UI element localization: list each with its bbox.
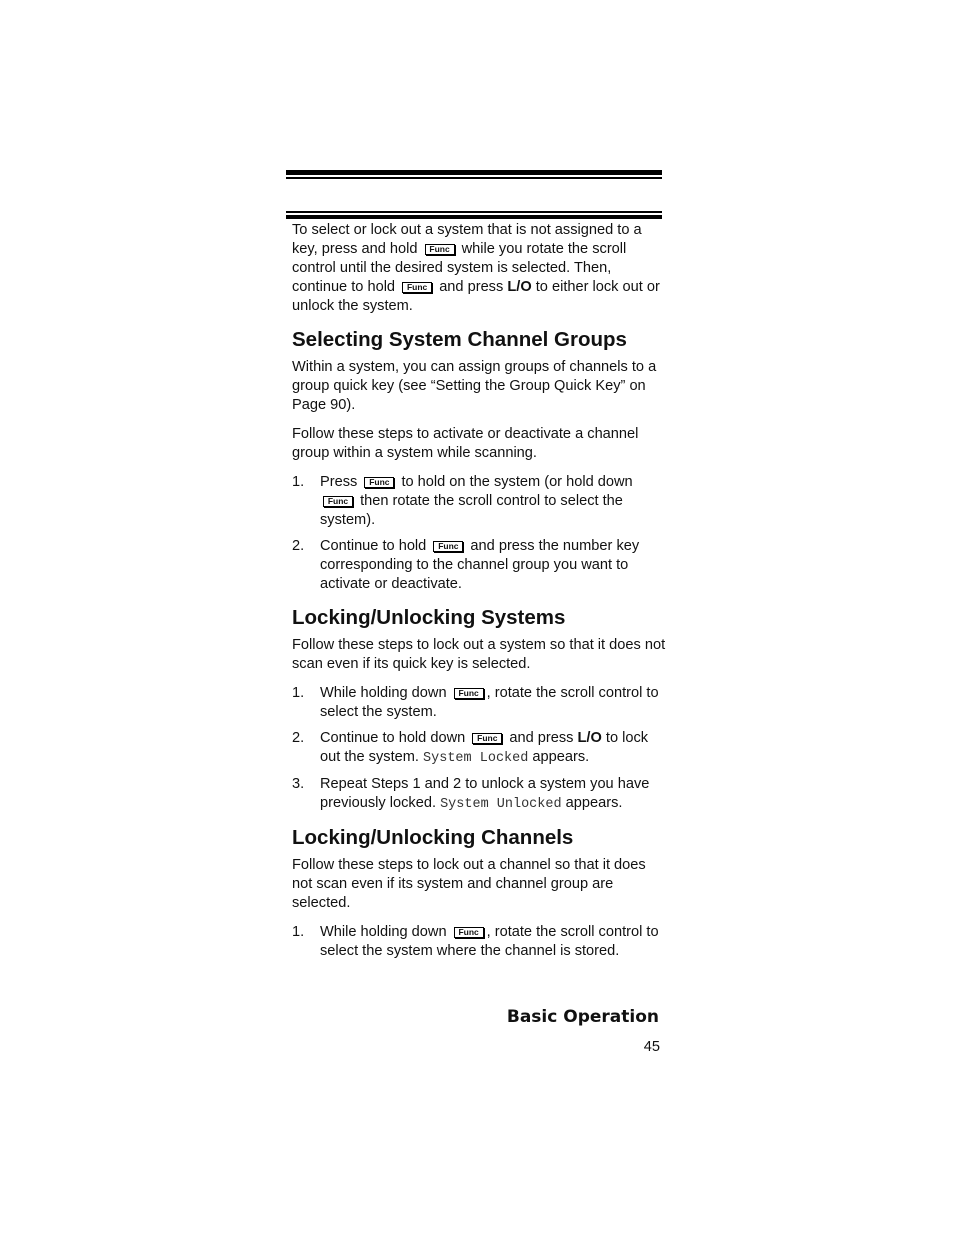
func-key-icon: Func xyxy=(364,477,394,488)
step-text: and press xyxy=(509,730,574,746)
section-heading-channel-groups: Selecting System Channel Groups xyxy=(292,328,627,351)
step-text: Repeat Steps 1 and 2 to unlock a system you have previously locked. xyxy=(320,776,650,811)
step-text: appears. xyxy=(565,795,623,811)
intro-text-3: and press xyxy=(439,279,504,295)
intro-paragraph xyxy=(292,221,666,316)
header-rule-top xyxy=(286,170,662,179)
step-number: 2. xyxy=(292,730,305,746)
steps-list xyxy=(292,923,666,961)
step-number: 1. xyxy=(292,685,305,701)
page-content xyxy=(292,221,666,968)
step-text: to lock out the system. xyxy=(320,730,649,765)
func-key-icon: Func xyxy=(433,541,463,552)
step-text: While holding down xyxy=(320,924,447,940)
step-number: 1. xyxy=(292,474,305,490)
list-item xyxy=(292,537,666,594)
section-footer-title: Basic Operation xyxy=(506,1007,659,1027)
section-paragraph: Follow these steps to lock out a channel so that it does not scan even if its system and channel group are selected. xyxy=(292,857,646,911)
func-key-icon: Func xyxy=(454,688,484,699)
step-text: , rotate the scroll control to select the system. xyxy=(320,685,659,720)
intro-text-4: to either lock out or unlock the system. xyxy=(292,279,660,314)
section-heading-locking-channels: Locking/Unlocking Channels xyxy=(292,826,574,849)
list-item xyxy=(292,684,666,722)
step-text: then rotate the scroll control to select the system). xyxy=(320,493,623,528)
step-number: 2. xyxy=(292,538,305,554)
lo-key-label: L/O xyxy=(577,730,602,746)
func-key-icon: Func xyxy=(323,496,353,507)
func-key-icon: Func xyxy=(425,244,455,255)
step-text: Press xyxy=(320,474,358,490)
display-message: System Unlocked xyxy=(440,797,562,812)
section-paragraph: Within a system, you can assign groups of channels to a group quick key (see “Setting the Group Quick Key” on Page 90). xyxy=(292,359,657,413)
section-paragraph: Follow these steps to activate or deactivate a channel group within a system while scanning. xyxy=(292,426,639,461)
header-rule-bottom xyxy=(286,211,662,219)
step-number: 3. xyxy=(292,776,305,792)
step-text: Continue to hold xyxy=(320,538,427,554)
func-key-icon: Func xyxy=(454,927,484,938)
list-item xyxy=(292,729,666,768)
list-item xyxy=(292,923,666,961)
section-heading-locking-systems: Locking/Unlocking Systems xyxy=(292,606,566,629)
step-text: to hold on the system (or hold down xyxy=(401,474,633,490)
lo-key-label: L/O xyxy=(507,279,532,295)
step-text: While holding down xyxy=(320,685,447,701)
page-number: 45 xyxy=(643,1039,660,1055)
steps-list xyxy=(292,473,666,594)
step-text: , rotate the scroll control to select the system where the channel is stored. xyxy=(320,924,659,959)
steps-list xyxy=(292,684,666,814)
display-message: System Locked xyxy=(423,751,529,766)
step-text: appears. xyxy=(532,749,590,765)
list-item xyxy=(292,473,666,530)
func-key-icon: Func xyxy=(402,282,432,293)
func-key-icon: Func xyxy=(472,733,502,744)
list-item xyxy=(292,775,666,814)
step-number: 1. xyxy=(292,924,305,940)
step-text: Continue to hold down xyxy=(320,730,466,746)
section-paragraph: Follow these steps to lock out a system so that it does not scan even if its quick key is selected. xyxy=(292,637,666,672)
intro-text-1: To select or lock out a system that is not assigned to a key, press and hold xyxy=(292,222,642,257)
intro-text-2: while you rotate the scroll control until the desired system is selected. Then, continue to hold xyxy=(292,241,627,295)
step-text: and press the number key corresponding to the channel group you want to activate or deactivate. xyxy=(320,538,640,592)
